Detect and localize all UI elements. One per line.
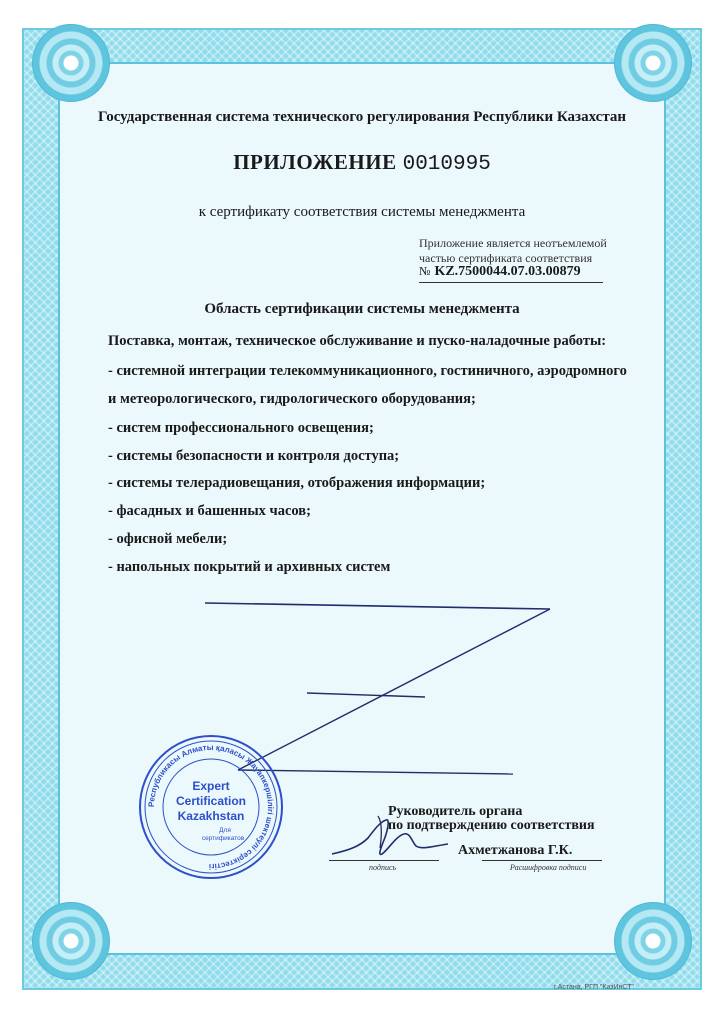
annex-note-line2: частью сертификата соответствия (419, 251, 593, 265)
signatory-role-line1: Руководитель органа (388, 804, 523, 819)
title-word: ПРИЛОЖЕНИЕ (233, 150, 397, 174)
stamp-text-expert: Expert (192, 779, 230, 793)
signature-underline (329, 860, 439, 861)
signatory-name: Ахметжанова Г.К. (458, 843, 573, 858)
annex-note-line1: Приложение является неотъемлемой (419, 236, 607, 250)
document-subtitle: к сертификату соответствия системы менеджмента (198, 204, 526, 220)
stamp-text-certification: Certification (175, 794, 247, 808)
stamp-text-for: Для (219, 827, 231, 834)
stamp-text-kazakhstan: Kazakhstan (177, 809, 245, 823)
scope-line: - напольных покрытий и архивных систем (108, 559, 391, 575)
official-stamp (137, 733, 285, 881)
issuing-authority: Государственная система технического регулирования Республики Казахстан (97, 109, 627, 125)
signature-caption: подпись (369, 863, 397, 872)
name-underline (482, 860, 602, 861)
scope-line: - фасадных и башенных часов; (108, 503, 311, 519)
name-caption: Расшифровка подписи (510, 863, 587, 872)
printer-mark: г.Астана, РГП "КазИнСТ" (554, 984, 634, 991)
scope-line: - офисной мебели; (108, 531, 228, 547)
scope-line: - систем профессионального освещения; (108, 420, 374, 436)
scope-line: - системы безопасности и контроля доступа; (108, 448, 400, 464)
stamp-graphic (137, 733, 285, 881)
scope-line: - системной интеграции телекоммуникационного, гостиничного, аэродромного (108, 363, 627, 379)
stamp-text-certificates: сертификатов (201, 835, 245, 842)
stamp-ring-text: Республикасы Алматы қаласы Жауапкершілігі шектеулі серіктестігі (146, 742, 276, 872)
number-symbol: № (419, 264, 431, 278)
annex-number: 0010995 (402, 153, 491, 176)
scope-line: и метеорологического, гидрологического оборудования; (108, 391, 476, 407)
signatory-role-line2: по подтверждению соответствия (388, 818, 595, 833)
cancel-stroke-top (205, 603, 550, 609)
scope-title: Область сертификации системы менеджмента (204, 301, 520, 317)
certificate-number-value: KZ.7500044.07.03.00879 (434, 264, 581, 279)
scope-line: Поставка, монтаж, техническое обслуживание и пуско-наладочные работы: (108, 333, 607, 349)
cancel-stroke-mid (307, 693, 425, 697)
scope-line: - системы телерадиовещания, отображения информации; (108, 475, 486, 491)
handwritten-signature (330, 812, 450, 864)
